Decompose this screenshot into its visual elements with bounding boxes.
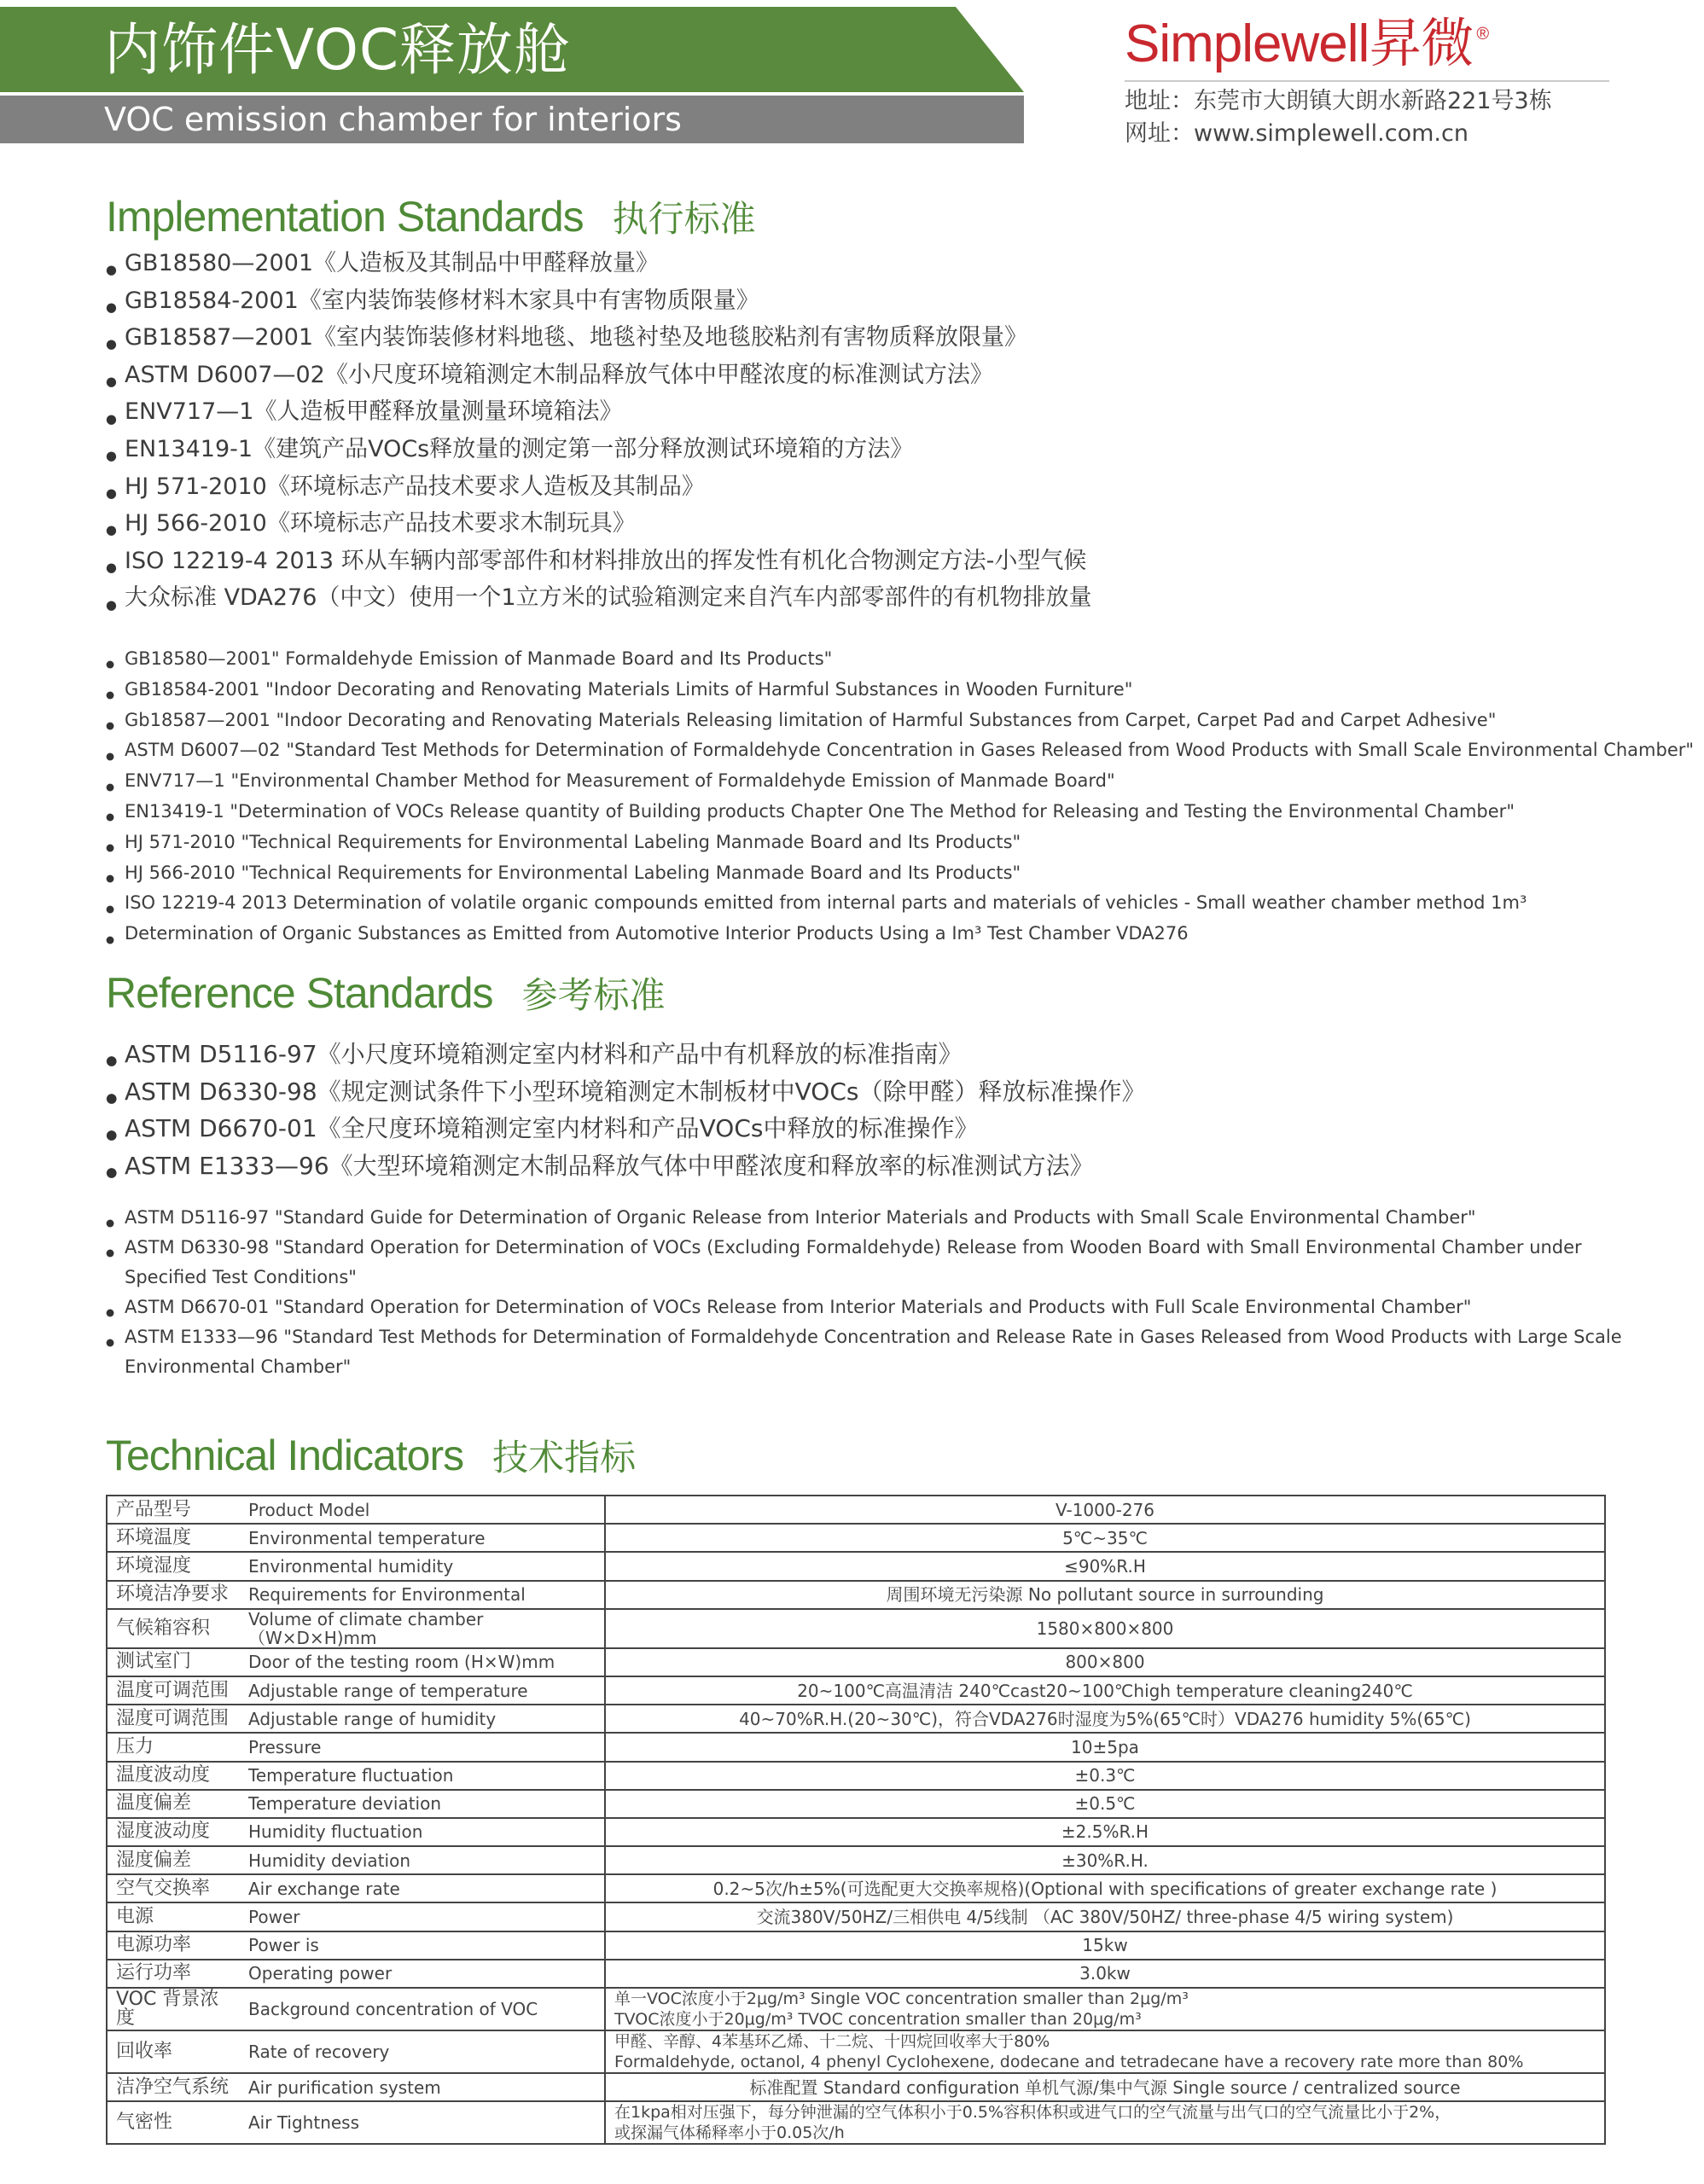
reference-list-en — [106, 1203, 1626, 1382]
list-item: ● HJ 566-2010《环境标志产品技术要求木制玩具》 — [106, 505, 1092, 543]
spec-value-line: V-1000-276 — [1055, 1499, 1154, 1520]
spec-value — [605, 1874, 1605, 1902]
implementation-title-en: Implementation Standards — [106, 193, 584, 241]
spec-label-en: Air exchange rate — [243, 1874, 605, 1902]
spec-value — [605, 1524, 1605, 1552]
list-item: ● HJ 566-2010 "Technical Requirements for Environmental Labeling Manmade Board and Its Products" — [106, 858, 1694, 889]
brand-logo — [1125, 10, 1488, 78]
spec-label-cn: 气候箱容积 — [107, 1609, 243, 1648]
spec-label-en: Background concentration of VOC — [243, 1988, 605, 2030]
spec-label-cn: 温度波动度 — [107, 1762, 243, 1790]
spec-label-cn: 环境洁净要求 — [107, 1581, 243, 1609]
website-link[interactable]: 网址：www.simplewell.com.cn — [1125, 120, 1468, 147]
reference-title-en: Reference Standards — [106, 969, 493, 1017]
spec-label-en: Volume of climate chamber（W×D×H)mm — [243, 1609, 605, 1648]
table-row — [107, 1552, 1605, 1580]
contact-info — [1125, 85, 1552, 150]
implementation-title-cn: 执行标准 — [612, 198, 756, 240]
spec-value-line: 甲醛、辛醇、4苯基环乙烯、十二烷、十四烷回收率大于80% — [614, 2032, 1050, 2051]
spec-value — [605, 1902, 1605, 1931]
spec-value — [605, 2073, 1605, 2101]
spec-value — [605, 1609, 1605, 1648]
list-item: ● ASTM D6670-01《全尺度环境箱测定室内材料和产品VOCs中释放的标准操作》 — [106, 1110, 1145, 1147]
spec-label-en: Operating power — [243, 1960, 605, 1988]
spec-value — [605, 1846, 1605, 1874]
spec-label-cn: 空气交换率 — [107, 1874, 243, 1902]
page-subtitle: VOC emission chamber for interiors — [104, 101, 682, 138]
list-item: ● Gb18587—2001 "Indoor Decorating and Renovating Materials Releasing limitation of Harmful Substances from Carpet, Carpet Pad and Carpet Adhesive" — [106, 706, 1694, 736]
spec-value-line: Formaldehyde, octanol, 4 phenyl Cyclohexene, dodecane and tetradecane have a recovery rate more than 80% — [614, 2053, 1524, 2071]
spec-label-cn: 环境温度 — [107, 1524, 243, 1552]
spec-value-line: 周围环境无污染源 No pollutant source in surrounding — [886, 1584, 1324, 1606]
spec-value — [605, 1552, 1605, 1580]
reference-title — [106, 967, 666, 1021]
spec-label-cn: 回收率 — [107, 2030, 243, 2073]
spec-label-en: Humidity deviation — [243, 1846, 605, 1874]
brand-name: Simplewell昇微 — [1125, 15, 1474, 73]
spec-value-line: 40~70%R.H.(20~30℃)，符合VDA276时湿度为5%(65℃时）VDA276 humidity 5%(65℃) — [739, 1708, 1471, 1729]
spec-value — [605, 1733, 1605, 1761]
page-title: 内饰件VOC释放舱 — [104, 17, 572, 83]
list-item: ● GB18587—2001《室内装饰装修材料地毯、地毯衬垫及地毯胶粘剂有害物质释放限量》 — [106, 319, 1092, 357]
list-item: ● ASTM E1333—96《大型环境箱测定木制品释放气体中甲醛浓度和释放率的标准测试方法》 — [106, 1147, 1145, 1185]
technical-title-cn: 技术指标 — [492, 1437, 637, 1478]
spec-value — [605, 1496, 1605, 1524]
list-item: ● EN13419-1《建筑产品VOCs释放量的测定第一部分释放测试环境箱的方法》 — [106, 431, 1092, 468]
spec-label-en: Temperature deviation — [243, 1790, 605, 1818]
spec-value-line: 在1kpa相对压强下，每分钟泄漏的空气体积小于0.5%容积体积或进气口的空气流量与出气口的空气流量比小于2%， — [614, 2103, 1451, 2123]
address: 地址：东莞市大朗镇大朗水新路221号3栋 — [1125, 88, 1552, 114]
spec-value-line: 或探漏气体稀释率小于0.05次/h — [614, 2123, 845, 2143]
spec-label-cn: 压力 — [107, 1733, 243, 1761]
table-row — [107, 1524, 1605, 1552]
spec-label-cn: 湿度波动度 — [107, 1818, 243, 1846]
spec-value-line: 1580×800×800 — [1036, 1618, 1174, 1639]
spec-value — [605, 1818, 1605, 1846]
spec-value — [605, 2101, 1605, 2144]
implementation-title — [106, 191, 756, 245]
reference-list-cn — [106, 1036, 1145, 1184]
table-row — [107, 2073, 1605, 2101]
spec-label-en: Air purification system — [243, 2073, 605, 2101]
spec-value-line: 20~100℃高温清洁 240℃cast20~100℃high temperature cleaning240℃ — [797, 1680, 1413, 1701]
spec-value — [605, 1960, 1605, 1988]
spec-value-line: 3.0kw — [1079, 1963, 1131, 1984]
implementation-list-cn — [106, 245, 1092, 617]
list-item: ● GB18584-2001《室内装饰装修材料木家具中有害物质限量》 — [106, 282, 1092, 320]
spec-label-cn: 电源功率 — [107, 1931, 243, 1960]
table-row — [107, 1496, 1605, 1524]
table-row — [107, 1609, 1605, 1648]
spec-value-line: 交流380V/50HZ/三相供电 4/5线制 （AC 380V/50HZ/ three-phase 4/5 wiring system) — [756, 1907, 1454, 1928]
table-row — [107, 1818, 1605, 1846]
list-item: ● ASTM D6007—02《小尺度环境箱测定木制品释放气体中甲醛浓度的标准测试方法》 — [106, 357, 1092, 394]
spec-label-en: Adjustable range of humidity — [243, 1705, 605, 1733]
spec-label-en: Adjustable range of temperature — [243, 1676, 605, 1705]
list-item: ● ASTM D6670-01 "Standard Operation for Determination of VOCs Release from Interior Materials and Products with Full Scale Environmental Chamber" — [106, 1292, 1626, 1322]
spec-label-cn: 环境湿度 — [107, 1552, 243, 1580]
brand-divider — [1125, 80, 1609, 82]
implementation-list-en — [106, 644, 1694, 950]
spec-label-cn: 气密性 — [107, 2101, 243, 2144]
spec-value-line: 标准配置 Standard configuration 单机气源/集中气源 Single source / centralized source — [749, 2077, 1461, 2098]
list-item: ● GB18580—2001" Formaldehyde Emission of Manmade Board and Its Products" — [106, 644, 1694, 675]
technical-title — [106, 1430, 636, 1484]
list-item: ● ASTM D5116-97《小尺度环境箱测定室内材料和产品中有机释放的标准指南》 — [106, 1036, 1145, 1073]
table-row — [107, 1705, 1605, 1733]
table-row — [107, 1676, 1605, 1705]
spec-table — [106, 1495, 1606, 2145]
spec-value — [605, 1676, 1605, 1705]
table-row — [107, 1762, 1605, 1790]
spec-label-en: Requirements for Environmental — [243, 1581, 605, 1609]
spec-value — [605, 1705, 1605, 1733]
spec-label-en: Environmental temperature — [243, 1524, 605, 1552]
spec-value — [605, 1581, 1605, 1609]
spec-value-line: ±0.3℃ — [1074, 1765, 1136, 1786]
table-row — [107, 1846, 1605, 1874]
spec-value — [605, 1762, 1605, 1790]
list-item: ● GB18584-2001 "Indoor Decorating and Renovating Materials Limits of Harmful Substances in Wooden Furniture" — [106, 675, 1694, 706]
spec-value-line: TVOC浓度小于20μg/m³ TVOC concentration smaller than 20μg/m³ — [614, 2010, 1142, 2029]
spec-value — [605, 1790, 1605, 1818]
spec-value-line: ≤90%R.H — [1064, 1555, 1146, 1577]
reference-title-cn: 参考标准 — [521, 974, 666, 1016]
spec-label-cn: 产品型号 — [107, 1496, 243, 1524]
table-row — [107, 1960, 1605, 1988]
list-item: ● ENV717—1《人造板甲醛释放量测量环境箱法》 — [106, 393, 1092, 431]
spec-label-en: Power is — [243, 1931, 605, 1960]
spec-value — [605, 1988, 1605, 2030]
spec-label-cn: 温度偏差 — [107, 1790, 243, 1818]
list-item: ● ISO 12219-4 2013 环从车辆内部零部件和材料排放出的挥发性有机化合物测定方法-小型气候 — [106, 543, 1092, 580]
list-item: ● ASTM D5116-97 "Standard Guide for Determination of Organic Release from Interior Materials and Products with Small Scale Environmental Chamber" — [106, 1203, 1626, 1233]
table-row — [107, 1581, 1605, 1609]
spec-label-cn: VOC 背景浓度 — [107, 1988, 243, 2030]
spec-value — [605, 1931, 1605, 1960]
list-item: ● ASTM D6330-98 "Standard Operation for Determination of VOCs (Excluding Formaldehyde) Release from Wooden Board with Small Environmental Chamber under Specified Test Conditions" — [106, 1233, 1626, 1292]
spec-label-cn: 洁净空气系统 — [107, 2073, 243, 2101]
list-item: ● HJ 571-2010 "Technical Requirements for Environmental Labeling Manmade Board and Its Products" — [106, 828, 1694, 858]
spec-value-line: ±30%R.H. — [1061, 1850, 1149, 1871]
list-item: ● ISO 12219-4 2013 Determination of volatile organic compounds emitted from internal parts and materials of vehicles - Small weather chamber method 1m³ — [106, 888, 1694, 919]
spec-label-en: Environmental humidity — [243, 1552, 605, 1580]
table-row — [107, 1790, 1605, 1818]
spec-value-line: ±0.5℃ — [1074, 1793, 1136, 1815]
table-row — [107, 1733, 1605, 1761]
list-item: ● ASTM E1333—96 "Standard Test Methods for Determination of Formaldehyde Concentration and Release Rate in Gases Released from Wood Products with Large Scale Environmental Chamber" — [106, 1322, 1626, 1382]
list-item: ● HJ 571-2010《环境标志产品技术要求人造板及其制品》 — [106, 468, 1092, 506]
list-item: ● ENV717—1 "Environmental Chamber Method for Measurement of Formaldehyde Emission of Manmade Board" — [106, 766, 1694, 797]
table-row — [107, 2101, 1605, 2144]
spec-label-en: Rate of recovery — [243, 2030, 605, 2073]
spec-label-en: Humidity fluctuation — [243, 1818, 605, 1846]
table-row — [107, 1648, 1605, 1676]
spec-label-en: Temperature fluctuation — [243, 1762, 605, 1790]
table-row — [107, 1874, 1605, 1902]
table-row — [107, 2030, 1605, 2073]
table-row — [107, 1902, 1605, 1931]
spec-label-cn: 测试室门 — [107, 1648, 243, 1676]
spec-label-en: Air Tightness — [243, 2101, 605, 2144]
spec-value-line: 单一VOC浓度小于2μg/m³ Single VOC concentration smaller than 2μg/m³ — [614, 1989, 1189, 2008]
spec-label-en: Pressure — [243, 1733, 605, 1761]
spec-label-en: Door of the testing room (H×W)mm — [243, 1648, 605, 1676]
spec-value-line: 15kw — [1082, 1935, 1128, 1956]
spec-label-cn: 运行功率 — [107, 1960, 243, 1988]
spec-value-line: 800×800 — [1065, 1652, 1145, 1673]
spec-label-cn: 电源 — [107, 1902, 243, 1931]
list-item: ● GB18580—2001《人造板及其制品中甲醛释放量》 — [106, 245, 1092, 282]
registered-mark: ® — [1476, 25, 1489, 44]
technical-title-en: Technical Indicators — [106, 1432, 464, 1479]
spec-label-cn: 湿度可调范围 — [107, 1705, 243, 1733]
spec-value-line: 5℃~35℃ — [1062, 1527, 1148, 1548]
spec-label-cn: 温度可调范围 — [107, 1676, 243, 1705]
spec-value-line: 0.2~5次/h±5%(可选配更大交换率规格)(Optional with specifications of greater exchange rate ) — [712, 1878, 1498, 1899]
spec-label-en: Product Model — [243, 1496, 605, 1524]
table-row — [107, 1931, 1605, 1960]
spec-value-line: 10±5pa — [1071, 1736, 1139, 1757]
spec-value — [605, 1648, 1605, 1676]
spec-value — [605, 2030, 1605, 2073]
spec-label-cn: 湿度偏差 — [107, 1846, 243, 1874]
list-item: ● Determination of Organic Substances as Emitted from Automotive Interior Products Using a Im³ Test Chamber VDA276 — [106, 919, 1694, 950]
list-item: ● ASTM D6330-98《规定测试条件下小型环境箱测定木制板材中VOCs（除甲醛）释放标准操作》 — [106, 1073, 1145, 1111]
spec-value-line: ±2.5%R.H — [1061, 1821, 1149, 1843]
list-item: ● EN13419-1 "Determination of VOCs Release quantity of Building products Chapter One The Method for Releasing and Testing the Environmental Chamber" — [106, 797, 1694, 828]
list-item: ● 大众标准 VDA276（中文）使用一个1立方米的试验箱测定来自汽车内部零部件的有机物排放量 — [106, 579, 1092, 617]
table-row — [107, 1988, 1605, 2030]
spec-label-en: Power — [243, 1902, 605, 1931]
list-item: ● ASTM D6007—02 "Standard Test Methods for Determination of Formaldehyde Concentration in Gases Released from Wood Products with Small Scale Environmental Chamber" — [106, 735, 1694, 766]
